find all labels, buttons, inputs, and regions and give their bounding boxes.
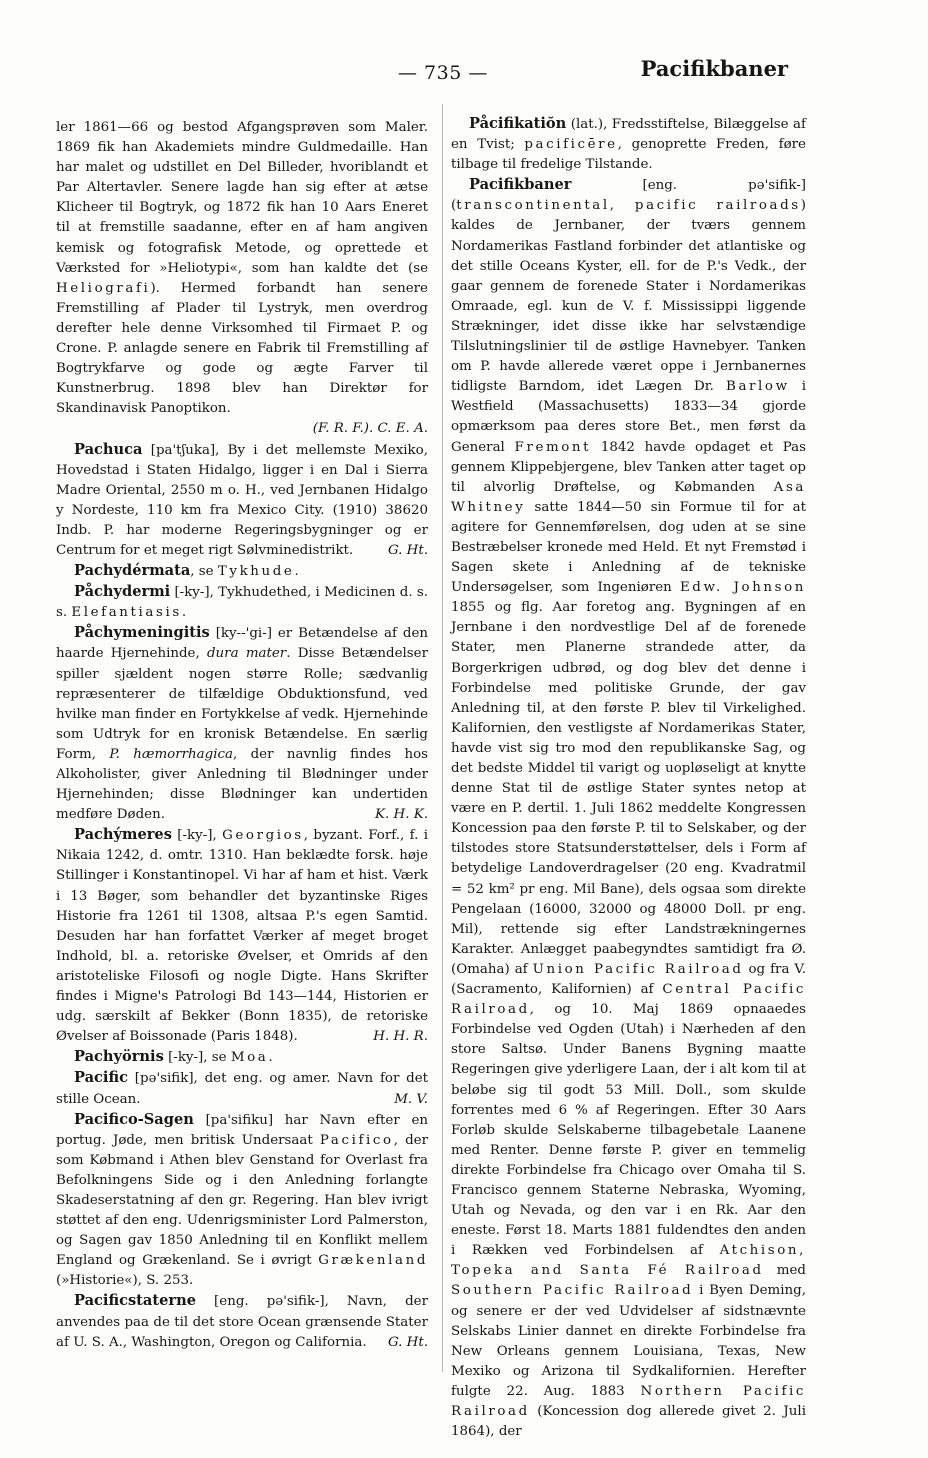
cross-reference: Elefantiasis	[71, 605, 182, 621]
entry-pacifico-sagen: Pacifico-Sagen [pa'sifiku] har Navn efter en portug. Jøde, men britisk Undersaat Pacifico, der som Købmand i Athen blev Genstand for Overlast fra Befolkningens Side og i den Anledning forlangte Skadeserstatning af den gr. Regering. Han blev ivrigt støttet af den eng. Udenrigsminister Lord Palmerston, og Sagen gav 1850 Anledning til en Konflikt mellem England og Grækenland. Se i øvrigt Grækenland (»Historie«), S. 253.	[56, 1110, 428, 1289]
entry-signature: H. H. R.	[373, 1029, 428, 1045]
right-column	[451, 114, 806, 1442]
entry-pachuca: Pachuca [pa'tʃuka], By i det mellemste Mexiko, Hovedstad i Staten Hidalgo, ligger i en Dal i Sierra Madre Oriental, 2550 m o. H., ved Jernbanen Hidalgo y Nordeste, 110 km fra Mexico City. (1910) 38620 Indb. P. har moderne Regeringsbygninger og er Centrum for et meget rigt Sølvminedistrikt. G. Ht.	[56, 440, 428, 562]
headword: Pacific	[74, 1069, 128, 1087]
running-head: Pacifikbaner	[640, 56, 788, 81]
headword: Påchydermi	[74, 583, 171, 601]
entry-pachymeres: Pachýmeres [-ky-], Georgios, byzant. Forf., f. i Nikaia 1242, d. omtr. 1310. Han beklædte forsk. høje Stillinger i Konstantinopel. Vi har af ham et hist. Værk i 13 Bøger, som behandler det byzantinske Riges Historie fra 1261 til 1308, altsaa P.'s egen Samtid. Desuden har han forfattet Værker af meget broget Indhold, bl. a. retoriske Øvelser, et Omrids af den aristoteliske Filosofi og nogle Digte. Hans Skrifter findes i Migne's Patrologi Bd 143—144, Historien er udg. særskilt af Bekker (Bonn 1835), de retoriske Øvelser af Boissonade (Paris 1848). H. H. R.	[56, 825, 428, 1047]
entry-pacificstaterne: Pacificstaterne [eng. pə'sifik-], Navn, der anvendes paa de til det store Ocean grænsende Stater af U. S. A., Washington, Oregon og California. G. Ht.	[56, 1291, 428, 1352]
headword: Pacifico-Sagen	[74, 1110, 194, 1128]
entry-continuation: ler 1861—66 og bestod Afgangsprøven som Maler. 1869 fik han Akademiets mindre Guldmedaille. Han har malet og udstillet en Del Billeder, hvoriblandt et Par Altertavler. Senere lagde han sig efter at ætse Klicheer til Bogtryk, og 1872 fik han 10 Aars Eneret til at fremstille saadanne, efter en af ham angiven kemisk og fotografisk Metode, og oprettede et Værksted for »Heliotypi«, som han kaldte det (se Heliografi). Hermed forbandt han senere Fremstilling af Plader til Lystryk, men overdrog derefter hele denne Virksomhed til Firmaet P. og Crone. P. anlagde senere en Fabrik til Fremstilling af Bogtrykfarve og gode og ægte Farver til Kunstnerbrug. 1898 blev han Direktør for Skandinavisk Panoptikon. (F. R. F.). C. E. A.	[56, 118, 428, 440]
entry-pacifikbaner: Pacifikbaner [eng. pə'sifik-] (transcontinental, pacific railroads) kaldes de Jernbaner, der tværs gennem Nordamerikas Fastland forbinder det atlantiske og det stille Oceans Kyster, ell. for de P.'s Vedk., der gaar gennem de forenede Stater i Nordamerikas Omraade, egl. kun de V. f. Mississippi liggende Strækninger, idet disse ikke har selvstændige Tilslutningslinier til de østlige Havnebyer. Tanken om P. havde allerede været oppe i Jernbanernes tidligste Barndom, idet Lægen Dr. Barlow i Westfield (Massachusetts) 1833—34 gjorde opmærksom paa deres store Bet., men først da General Fremont 1842 havde opdaget et Pas gennem Klippebjergene, blev Tanken atter taget op til alvorlig Drøftelse, og Købmanden Asa Whitney satte 1844—50 sin Formue til for at agitere for Gennemførelsen, dog uden at se sine Bestræbelser kronede med Held. Et nyt Fremstød i Sagen skete i Anledning af de tekniske Undersøgelser, som Ingeniøren Edw. Johnson 1855 og flg. Aar foretog ang. Bygningen af en Jernbane i den nordvestlige Del af de forenede Stater, men Planerne strandede atter, da Borgerkrigen udbrød, og dog blev det denne i Forbindelse med politiske Grunde, der gav Anledning til, at den første P. blev til Virkelighed. Kalifornien, den vestligste af Nordamerikas Stater, havde vist sig tro mod den republikanske Sag, og det bedste Middel til varigt og uopløseligt at knytte denne Stat til de østlige Stater syntes netop at være en P. dertil. 1. Juli 1862 meddelte Kongressen Koncession paa den første P. til to Selskaber, og der tilstodes store Statsunderstøttelser, dels i Form af betydelige Landoverdragelser (20 eng. Kvadratmil = 52 km² pr eng. Mil Bane), dels ogsaa som direkte Pengelaan (16000, 32000 og 48000 Doll. pr eng. Mil), rettende sig efter Landstrækningernes Karakter. Anlægget paabegyndtes samtidigt fra Ø. (Omaha) af Union Pacific Railroad og fra V. (Sacramento, Kalifornien) af Central Pacific Railroad, og 10. Maj 1869 opnaaedes Forbindelse ved Ogden (Utah) i Nærheden af den store Saltsø. Under Banens Bygning maatte Regeringen give yderligere Laan, der i alt kom til at beløbe sig til godt 53 Mill. Doll., som skulde forrentes med 6 % af Regeringen. Efter 30 Aars Forløb skulde Selskaberne tilbagebetale Laanene med Renter. Denne første P. giver en temmelig direkte Forbindelse fra Chicago over Omaha til S. Francisco gennem Staterne Nebraska, Wyoming, Utah og Nevada, og den var i en Rk. Aar den eneste. Først 18. Marts 1881 fuldendtes den anden i Rækken ved Forbindelsen af Atchison, Topeka and Santa Fé Railroad med Southern Pacific Railroad i Byen Deming, og senere er der ved Udvidelser af sidstnævnte Selskabs Linier dannet en direkte Forbindelse fra New Orleans gennem Louisiana, Texas, New Mexiko og Arizona til Sydkalifornien. Herefter fulgte 22. Aug. 1883 Northern Pacific Railroad (Koncession dog allerede givet 2. Juli 1864), der	[451, 176, 807, 1440]
left-column	[56, 118, 428, 1353]
entry-pacific: Pacific [pə'sifik], det eng. og amer. Navn for det stille Ocean. M. V.	[56, 1068, 428, 1109]
entry-pachyornis: Pachyörnis [-ky-], se Moa.	[74, 1048, 273, 1066]
column-divider	[442, 104, 443, 1372]
page-header	[0, 56, 928, 96]
entry-pachydermata: Pachydérmata, se Tykhude.	[74, 562, 299, 580]
entry-pacifikation: Påcifikatiŏn (lat.), Fredsstiftelse, Bilæggelse af en Tvist; pacificēre, genoprette Freden, føre tilbage til fredelige Tilstande.	[451, 115, 806, 173]
page-number: — 735 —	[398, 62, 488, 84]
headword: Pacifikbaner	[469, 176, 572, 194]
headword: Pachuca	[74, 440, 143, 458]
headword: Pacificstaterne	[74, 1292, 196, 1310]
headword: Påchymeningitis	[74, 624, 210, 642]
entry-signature: G. Ht.	[387, 542, 428, 558]
entry-pachydermi: Påchydermi [-ky-], Tykhudethed, i Medicinen d. s. s. Elefantiasis.	[56, 583, 428, 621]
cross-reference: Moa	[230, 1050, 269, 1066]
headword: Pachýmeres	[74, 826, 172, 844]
entry-signature: K. H. K.	[375, 807, 428, 823]
entry-signature: M. V.	[394, 1091, 428, 1107]
cross-reference: Grækenland	[318, 1253, 428, 1269]
entry-pachymeningitis: Påchymeningitis [ky--'gi-] er Betændelse af den haarde Hjernehinde, dura mater. Disse Betændelser spiller sjældent nogen større Rolle; sædvanlig repræsenterer de tilfældige Obduktionsfund, ved hvilke man finder en Fortykkelse af vedk. Hjernehinde som Udtryk for en kronisk Betændelse. En særlig Form, P. hæmorrhagica, der navnlig findes hos Alkoholister, giver Anledning til Blødninger under Hjernehinden; disse Blødninger kan undertiden medføre Døden. K. H. K.	[56, 623, 428, 825]
cross-reference: Tykhude	[217, 564, 295, 580]
entry-signature: (F. R. F.). C. E. A.	[312, 421, 428, 437]
headword: Pachyörnis	[74, 1048, 164, 1066]
entry-signature: G. Ht.	[387, 1334, 428, 1350]
headword: Pachydérmata	[74, 562, 191, 580]
headword: Påcifikatiŏn	[469, 115, 567, 132]
